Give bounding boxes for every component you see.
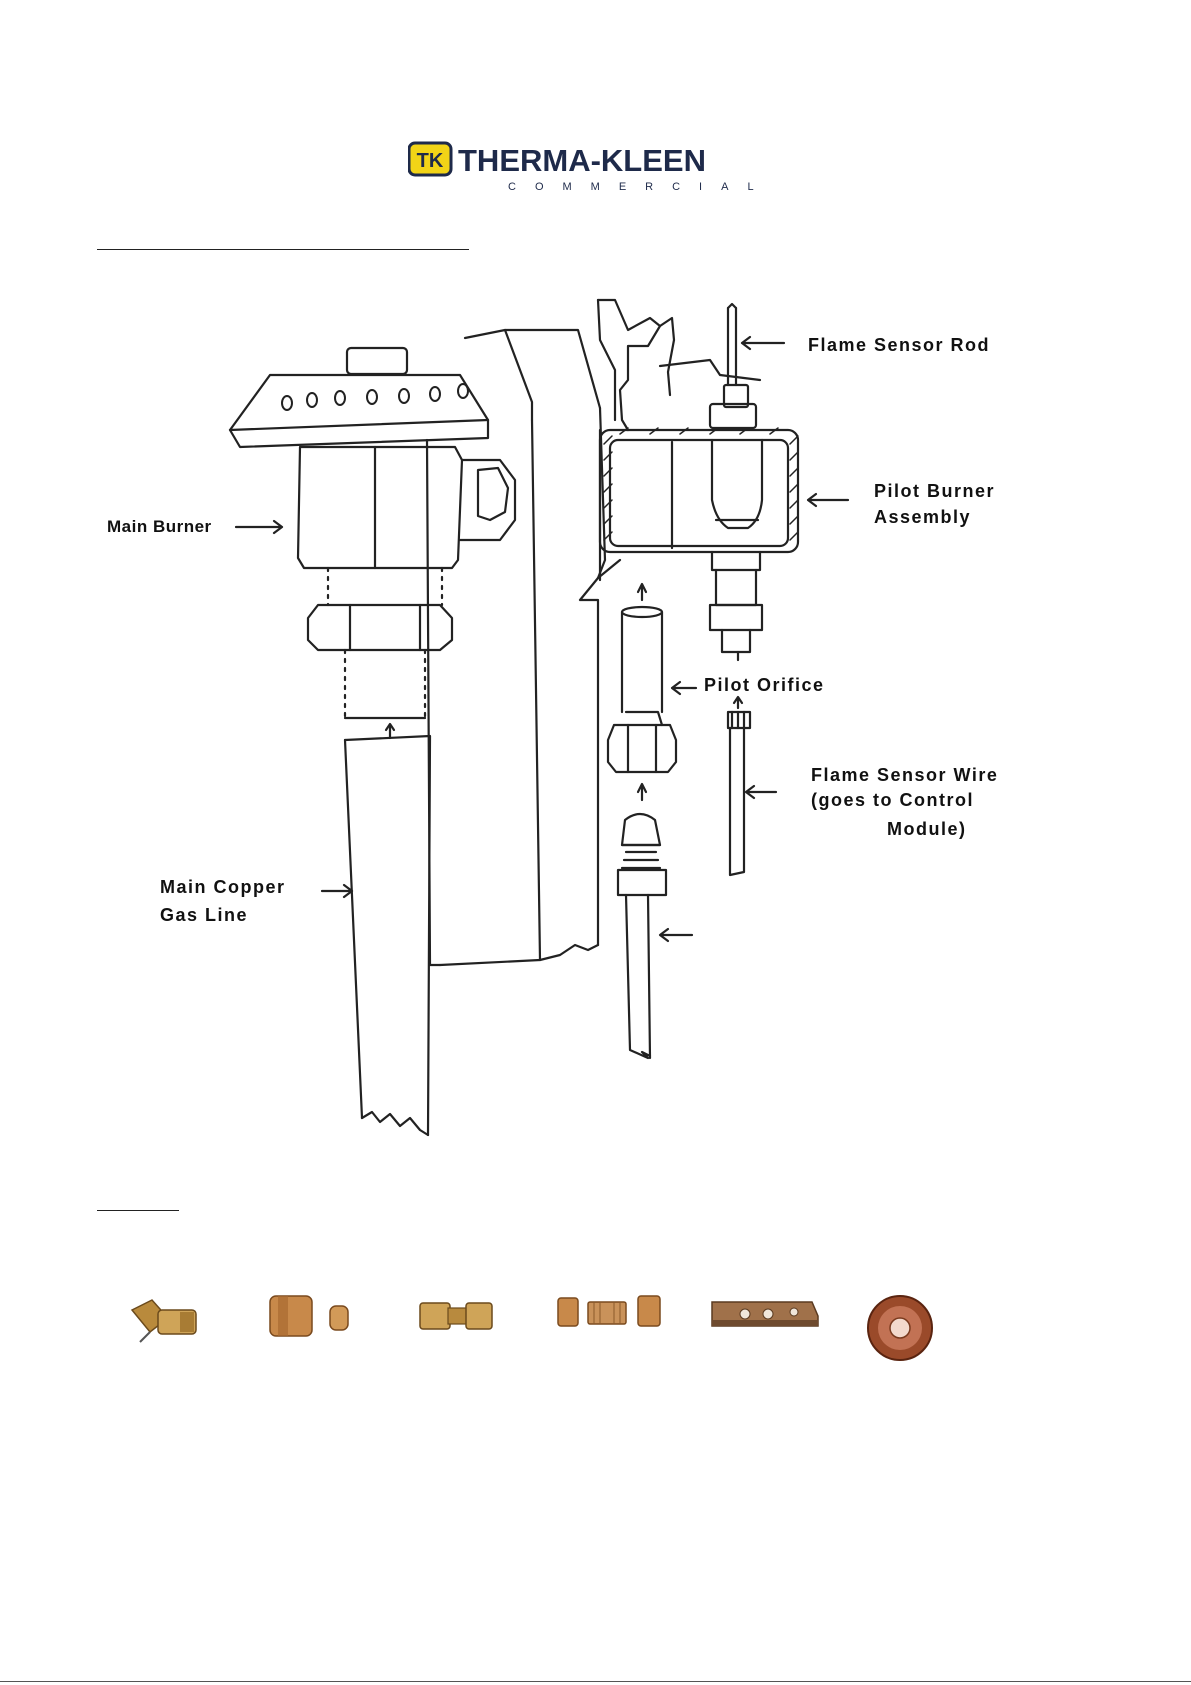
45-degree-elbow-fitting-icon bbox=[132, 1300, 196, 1342]
copper-washer-icon bbox=[868, 1296, 932, 1360]
label-main-copper-line2: Gas Line bbox=[160, 905, 249, 925]
pilot-bracket-icon bbox=[712, 1302, 818, 1326]
nut-and-ferrule-icon bbox=[270, 1296, 348, 1336]
label-flame-sensor-rod: Flame Sensor Rod bbox=[808, 335, 991, 355]
logo-mark: TK bbox=[416, 150, 444, 172]
label-pilot-burner-line2: Assembly bbox=[874, 507, 972, 527]
brand-name: THERMA-KLEEN bbox=[458, 143, 706, 178]
label-main-copper-line1: Main Copper bbox=[160, 877, 286, 897]
label-pilot-orifice: Pilot Orifice bbox=[704, 675, 825, 695]
brand-sub: COMMERCIAL bbox=[508, 181, 773, 192]
compression-union-icon bbox=[420, 1303, 492, 1329]
label-flame-sensor-wire-line1: Flame Sensor Wire bbox=[811, 765, 999, 785]
page-bottom-rule bbox=[0, 1681, 1191, 1682]
label-flame-sensor-wire-line2: (goes to Control bbox=[811, 790, 974, 810]
label-pilot-burner-line1: Pilot Burner bbox=[874, 481, 996, 501]
label-flame-sensor-wire-line3: Module) bbox=[887, 819, 967, 839]
union-with-nuts-icon bbox=[558, 1296, 660, 1326]
label-main-burner: Main Burner bbox=[107, 517, 212, 536]
